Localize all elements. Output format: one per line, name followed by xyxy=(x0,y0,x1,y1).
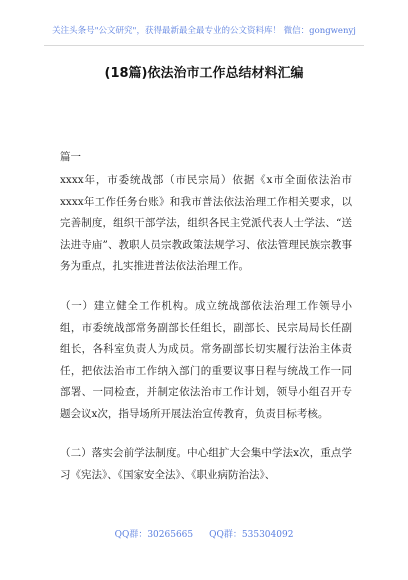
header-promo-note: 关注头条号"公文研究"，获得最新最全最专业的公文资料库！ 微信：gongwenyj xyxy=(52,26,356,36)
section-label: 篇一 xyxy=(60,151,81,163)
paragraph-work-organization: （一）建立健全工作机构。成立统战部依法治理工作领导小组，市委统战部常务副部长任组长，副部长、民宗局局长任副组长，各科室负责人为成员。常务副部长切实履行法治主体责任，把依法治市工作纳入部门的重要议事日程与统战工作一同部署、一同检查，并制定依法治市工作计划，领导小组召开专题会议x次，指导场所开展法治宣传教育，负责目标考核。 xyxy=(60,300,352,420)
footer-qq-group-2: QQ群：535304092 xyxy=(209,530,294,540)
paragraph-study-system: （二）落实会前学法制度。中心组扩大会集中学法x次，重点学习《宪法》、《国家安全法》、《职业病防治法》、 xyxy=(60,447,352,481)
footer-contact xyxy=(0,529,408,541)
header-divider xyxy=(44,45,364,46)
footer-qq-group-1: QQ群：30265665 xyxy=(114,530,194,540)
paragraph-intro: xxxx年，市委统战部（市民宗局）依据《x市全面依法治市xxxx年工作任务台账》和我市普法依法治理工作相关要求，以完善制度，组织干部学法，组织各民主党派代表人士学法、“送法进寺庙”、教职人员宗教政策法规学习、依法管理民族宗教事务为重点，扎实推进普法依法治理工作。 xyxy=(60,174,352,272)
document-title: (18篇)依法治市工作总结材料汇编 xyxy=(104,66,304,81)
